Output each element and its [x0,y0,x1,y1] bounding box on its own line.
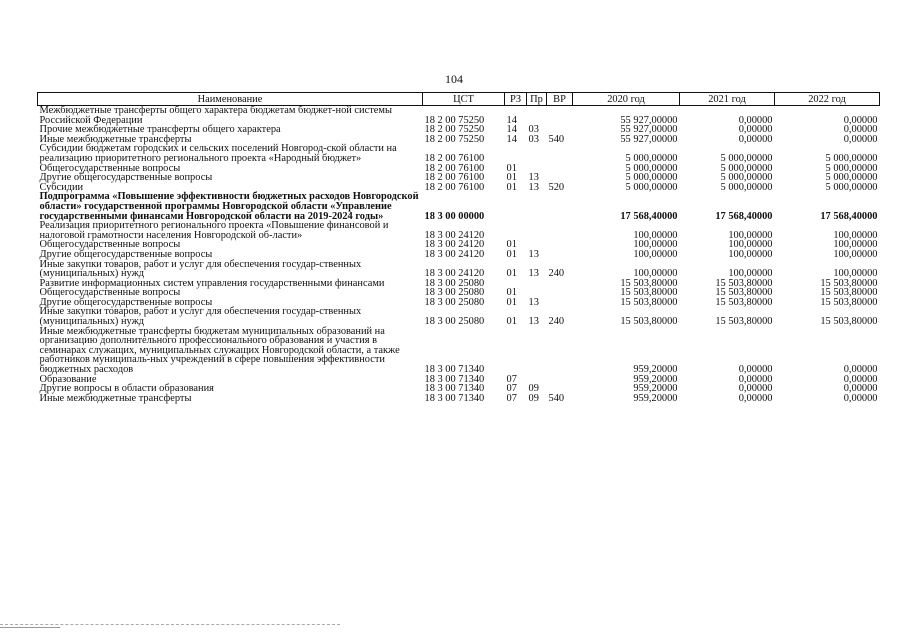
cell-rz: 01 [506,162,517,174]
cell-y2022: 15 503,80000 [820,277,878,289]
cell-vr [547,106,573,126]
cell-y2020: 100,00000 [633,239,678,251]
cell-pr [527,144,547,163]
cell-y2022: 100,00000 [833,268,878,280]
cell-name: Развитие информационных систем управления государственными финансами [39,277,385,289]
cell-vr [547,221,573,240]
cell-pr [527,192,547,221]
cell-y2021: 100,00000 [728,239,773,251]
cell-name: Межбюджетные трансферты общего характера бюджетам бюджет-ной системы Российской Федерации [39,105,392,126]
cell-y2022: 5 000,00000 [825,162,878,174]
cell-y2021: 5 000,00000 [720,172,773,184]
cell-y2022: 0,00000 [843,114,878,126]
cell-y2021: 15 503,80000 [715,316,773,328]
cell-code: 18 3 00 24120 [424,239,485,251]
cell-y2020: 15 503,80000 [620,296,678,308]
cell-pr: 13 [528,316,539,328]
cell-y2020: 15 503,80000 [620,277,678,289]
cell-pr: 09 [528,383,539,395]
cell-y2022: 0,00000 [843,392,878,404]
cell-name: Общегосударственные вопросы [39,239,181,251]
cell-name: Иные межбюджетные трансферты [39,392,192,404]
cell-vr [547,144,573,163]
cell-y2022: 15 503,80000 [820,287,878,299]
cell-name: Другие вопросы в области образования [39,383,214,395]
cell-y2020: 100,00000 [633,248,678,260]
cell-name: Иные межбюджетные трансферты бюджетам муниципальных образований на организацию дополнительного профессионального образования и участия в семинарах служащих, муниципальных служащих Новгородской области, а также работников муниципаль-ных учреждений в сфере повышения эффективности бюджетных расходов [39,325,400,376]
cell-y2022: 0,00000 [843,373,878,385]
cell-code: 18 3 00 71340 [424,383,485,395]
table-row [38,221,880,240]
cell-y2022: 100,00000 [833,229,878,241]
cell-rz: 07 [506,383,517,395]
cell-vr: 520 [548,181,565,193]
cell-y2021: 0,00000 [738,124,773,136]
cell-code: 18 2 00 75250 [424,114,485,126]
cell-pr: 13 [528,268,539,280]
cell-rz [505,327,527,375]
cell-y2020: 959,20000 [633,373,678,385]
cell-pr: 13 [528,172,539,184]
cell-y2021: 0,00000 [738,364,773,376]
cell-vr [547,240,573,250]
cell-pr [527,106,547,126]
header-vr: ВР [547,93,573,106]
cell-y2022: 0,00000 [843,364,878,376]
cell-y2021: 0,00000 [738,133,773,145]
cell-y2022: 0,00000 [843,383,878,395]
cell-y2020: 17 568,40000 [620,210,678,222]
cell-rz: 14 [506,114,517,126]
cell-y2020: 5 000,00000 [625,152,678,164]
cell-y2020: 100,00000 [633,229,678,241]
cell-code: 18 2 00 75250 [424,124,485,136]
cell-rz: 07 [506,392,517,404]
cell-pr: 09 [528,392,539,404]
table-row [38,192,880,221]
cell-code: 18 3 00 25080 [424,296,485,308]
cell-y2021: 5 000,00000 [720,152,773,164]
cell-y2020: 5 000,00000 [625,181,678,193]
cell-pr: 03 [528,133,539,145]
cell-pr: 13 [528,296,539,308]
cell-pr: 13 [528,248,539,260]
cell-y2021: 5 000,00000 [720,181,773,193]
cell-code: 18 2 00 76100 [424,172,485,184]
cell-name: Иные закупки товаров, работ и услуг для обеспечения государ-ственных (муниципальных) нужд [39,306,362,328]
cell-rz: 01 [506,296,517,308]
table-body [38,106,880,404]
cell-rz: 14 [506,133,517,145]
cell-name: Субсидии бюджетам городских и сельских поселений Новгород-ской области на реализацию приоритетного регионального проекта «Народный бюджет» [39,143,397,164]
cell-y2022: 100,00000 [833,248,878,260]
cell-y2020: 959,20000 [633,392,678,404]
cell-name: Прочие межбюджетные трансферты общего характера [39,124,281,136]
cell-y2020: 55 927,00000 [620,114,678,126]
header-code: ЦСТ [423,93,505,106]
footer-divider-short [0,627,60,628]
cell-rz: 01 [506,248,517,260]
cell-code: 18 3 00 24120 [424,229,485,241]
header-rz: РЗ [505,93,527,106]
cell-y2022: 15 503,80000 [820,296,878,308]
cell-vr [547,279,573,289]
cell-name: Иные межбюджетные трансферты [39,133,192,145]
cell-code: 18 3 00 25080 [424,316,485,328]
cell-y2020: 55 927,00000 [620,133,678,145]
cell-rz: 01 [506,287,517,299]
cell-code: 18 2 00 76100 [424,152,485,164]
cell-rz [505,221,527,240]
cell-y2022: 17 568,40000 [820,210,878,222]
cell-y2020: 5 000,00000 [625,172,678,184]
cell-pr [527,221,547,240]
cell-y2021: 5 000,00000 [720,162,773,174]
cell-y2020: 55 927,00000 [620,124,678,136]
cell-y2022: 0,00000 [843,124,878,136]
cell-rz [505,192,527,221]
cell-vr [547,164,573,174]
cell-name: Образование [39,373,97,385]
header-2021: 2021 год [680,93,775,106]
footer-divider [0,624,340,625]
cell-name: Общегосударственные вопросы [39,287,181,299]
header-name: Наименование [38,93,423,106]
cell-rz: 01 [506,316,517,328]
cell-pr: 13 [528,181,539,193]
cell-rz: 01 [506,181,517,193]
cell-y2020: 959,20000 [633,364,678,376]
cell-vr [547,375,573,385]
cell-y2022: 0,00000 [843,133,878,145]
cell-y2020: 15 503,80000 [620,316,678,328]
cell-y2021: 15 503,80000 [715,287,773,299]
cell-vr [547,327,573,375]
cell-y2021: 100,00000 [728,268,773,280]
budget-table [37,92,880,403]
cell-y2020: 15 503,80000 [620,287,678,299]
table-row [38,144,880,163]
cell-vr [547,298,573,308]
cell-y2021: 0,00000 [738,383,773,395]
cell-vr: 240 [548,268,565,280]
cell-y2020: 100,00000 [633,268,678,280]
cell-code: 18 2 00 76100 [424,162,485,174]
cell-y2020: 5 000,00000 [625,162,678,174]
header-2020: 2020 год [573,93,680,106]
cell-pr: 03 [528,124,539,136]
cell-name: Другие общегосударственные вопросы [39,296,213,308]
cell-y2022: 5 000,00000 [825,181,878,193]
table-row [38,327,880,375]
cell-y2022: 100,00000 [833,239,878,251]
cell-code: 18 3 00 00000 [424,210,485,222]
cell-y2022: 5 000,00000 [825,172,878,184]
header-2022: 2022 год [775,93,880,106]
cell-code: 18 3 00 24120 [424,248,485,260]
cell-name: Иные закупки товаров, работ и услуг для обеспечения государ-ственных (муниципальных) нужд [39,258,362,280]
table-row [38,260,880,279]
cell-rz [505,144,527,163]
table-header-row [38,93,880,106]
cell-name: Общегосударственные вопросы [39,162,181,174]
cell-code: 18 3 00 71340 [424,392,485,404]
cell-rz: 01 [506,172,517,184]
cell-name: Другие общегосударственные вопросы [39,248,213,260]
cell-rz: 14 [506,124,517,136]
cell-code: 18 3 00 71340 [424,364,485,376]
cell-pr [527,327,547,375]
cell-y2021: 17 568,40000 [715,210,773,222]
cell-code: 18 3 00 71340 [424,373,485,385]
cell-name: Подпрограмма «Повышение эффективности бюджетных расходов Новгородской области» государственной программы Новгородской области «Управление государственными финансами Новгородской области на 2019-2024 годы» [39,191,419,222]
cell-y2022: 5 000,00000 [825,152,878,164]
page-number: 104 [445,72,463,86]
cell-code: 18 3 00 24120 [424,268,485,280]
cell-name: Субсидии [39,181,84,193]
cell-vr [547,288,573,298]
header-pr: Пр [527,93,547,106]
cell-code: 18 3 00 25080 [424,287,485,299]
cell-vr [547,250,573,260]
table-row [38,307,880,326]
cell-y2021: 100,00000 [728,248,773,260]
cell-code: 18 2 00 76100 [424,181,485,193]
cell-y2021: 15 503,80000 [715,277,773,289]
cell-vr: 540 [548,392,565,404]
cell-y2021: 15 503,80000 [715,296,773,308]
cell-y2021: 0,00000 [738,373,773,385]
cell-name: Реализация приоритетного регионального проекта «Повышение финансовой и налоговой грамотности населения Новгородской об-ласти» [39,220,389,241]
cell-y2021: 100,00000 [728,229,773,241]
cell-vr: 540 [548,133,565,145]
cell-code: 18 3 00 25080 [424,277,485,289]
table-row [38,394,880,404]
cell-pr [527,279,547,289]
cell-vr [547,192,573,221]
cell-vr: 240 [548,316,565,328]
cell-name: Другие общегосударственные вопросы [39,172,213,184]
cell-code: 18 2 00 75250 [424,133,485,145]
cell-rz: 01 [506,239,517,251]
table-row [38,106,880,126]
cell-y2020: 959,20000 [633,383,678,395]
cell-rz: 07 [506,373,517,385]
cell-y2021: 0,00000 [738,114,773,126]
cell-rz: 01 [506,268,517,280]
cell-y2021: 0,00000 [738,392,773,404]
cell-y2022: 15 503,80000 [820,316,878,328]
